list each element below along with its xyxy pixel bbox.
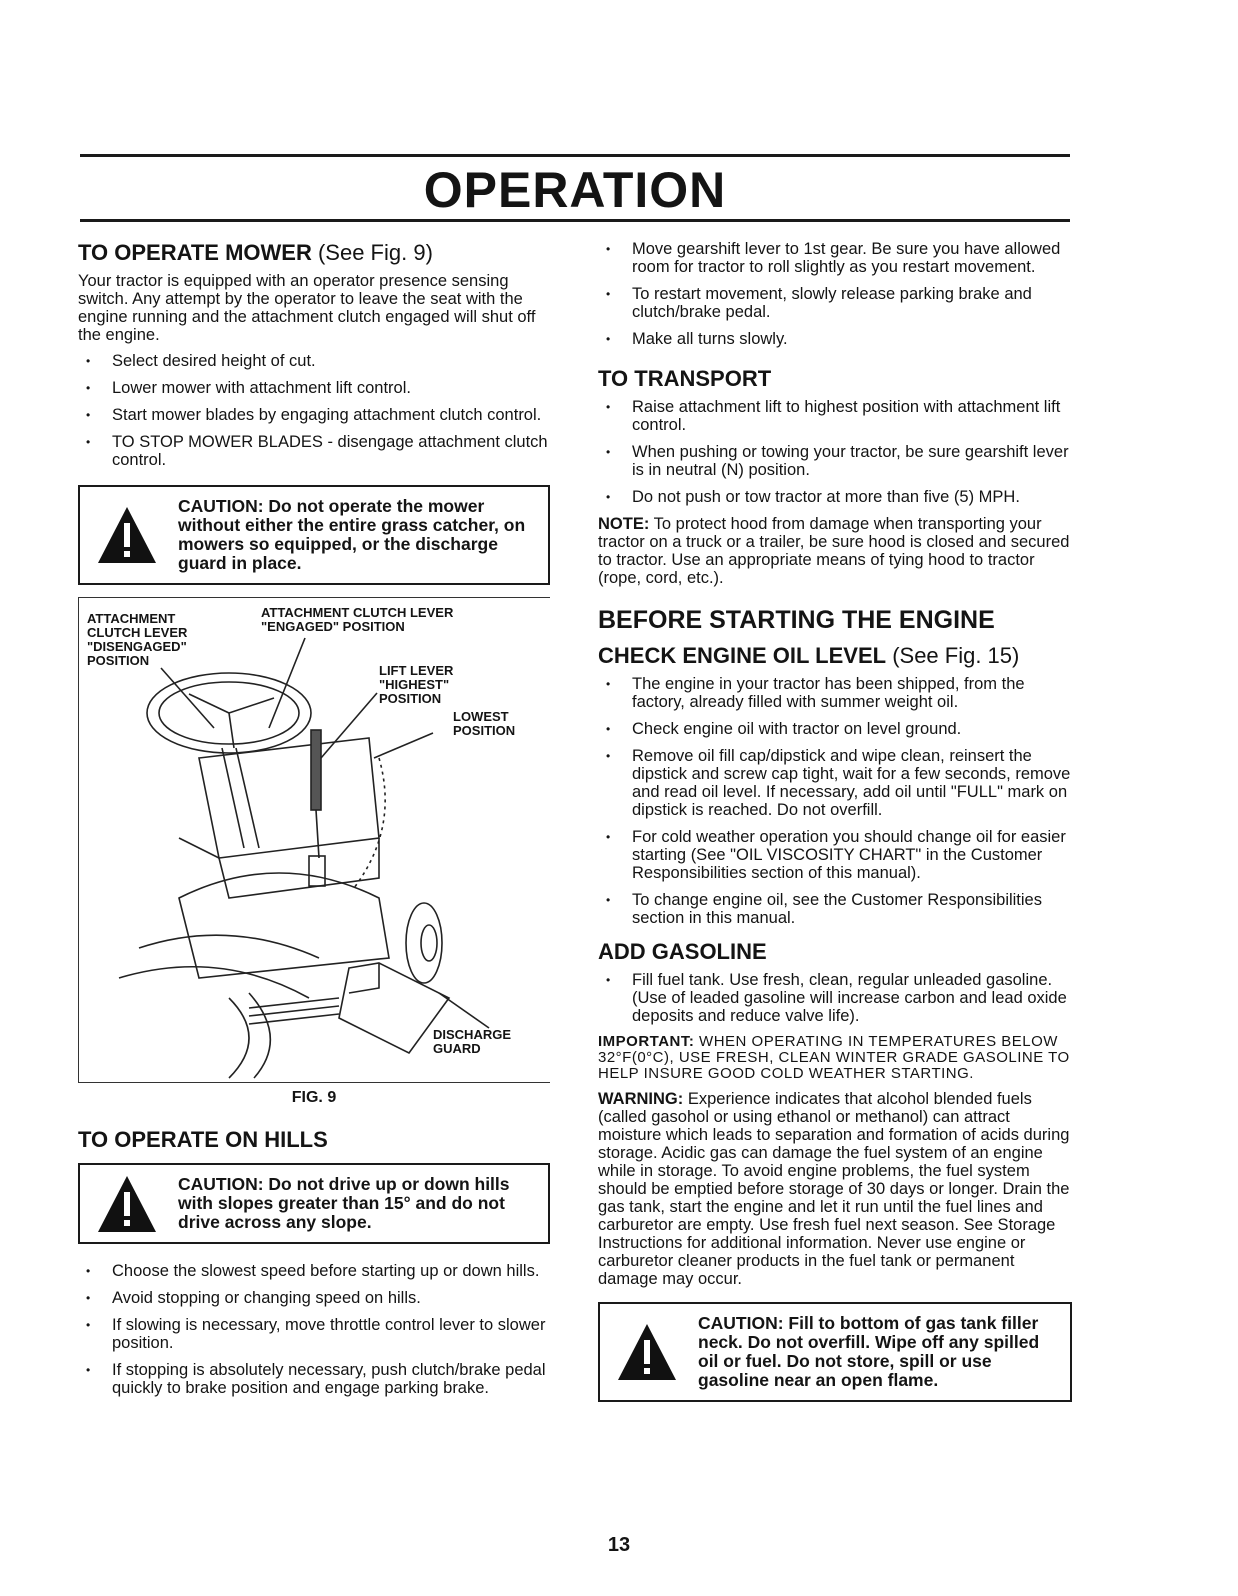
list-item: • To change engine oil, see the Customer Responsibilities section in this manual. [598,891,1072,927]
label-lift-highest: LIFT LEVER "HIGHEST" POSITION [379,663,454,706]
list-item: • The engine in your tractor has been shipped, from the factory, already filled with summer weight oil. [598,675,1072,711]
figure-caption: FIG. 9 [291,1089,337,1106]
list-item: • Select desired height of cut. [78,352,550,370]
hills-steps [78,1262,550,1397]
list-item: • When pushing or towing your tractor, be sure gearshift lever is in neutral (N) position. [598,443,1072,479]
list-item: • Lower mower with attachment lift control. [78,379,550,397]
label-clutch-disengaged: ATTACHMENT CLUTCH LEVER "DISENGAGED" POSITION [87,611,188,668]
oil-heading: CHECK ENGINE OIL LEVEL (See Fig. 15) [598,643,1020,668]
before-starting-heading: BEFORE STARTING THE ENGINE [598,606,995,634]
page-number: 13 [607,1534,631,1556]
transport-heading: TO TRANSPORT [598,366,772,391]
gasoline-heading: ADD GASOLINE [598,939,767,964]
gasoline-steps [598,971,1072,1025]
list-item: • For cold weather operation you should change oil for easier starting (See "OIL VISCOSITY CHART" in the Customer Responsibilities section of this manual). [598,828,1072,882]
mower-intro: Your tractor is equipped with an operator presence sensing switch. Any attempt by the operator to leave the seat with the engine running and the attachment clutch engaged will shut off the engine. [78,272,536,344]
list-item: • Move gearshift lever to 1st gear. Be sure you have allowed room for tractor to roll slightly as you restart movement. [598,240,1072,276]
hills-continued [598,240,1072,348]
list-item: • Fill fuel tank. Use fresh, clean, regular unleaded gasoline. (Use of leaded gasoline will increase carbon and lead oxide deposits and reduce valve life). [598,971,1072,1025]
warning-triangle-icon [616,1322,678,1382]
gasoline-caution-box [598,1302,1072,1402]
page-title: OPERATION [423,162,727,218]
figure-9 [78,597,550,1083]
list-item: • Start mower blades by engaging attachment clutch control. [78,406,550,424]
transport-steps [598,398,1072,506]
oil-steps [598,675,1072,927]
important-note: IMPORTANT: WHEN OPERATING IN TEMPERATURES BELOW 32°F(0°C), USE FRESH, CLEAN WINTER GRADE GASOLINE TO HELP INSURE GOOD COLD WEATHER STARTING. [598,1033,1070,1082]
tractor-illustration [79,598,549,1082]
list-item: • If slowing is necessary, move throttle control lever to slower position. [78,1316,550,1352]
title-rule [80,219,1070,222]
list-item: • Do not push or tow tractor at more than five (5) MPH. [598,488,1072,506]
gasoline-caution-text: CAUTION: Fill to bottom of gas tank filler neck. Do not overfill. Wipe off any spilled oil or fuel. Do not store, spill or use gasoline near an open flame. [698,1313,1040,1390]
label-lowest-position: LOWEST POSITION [453,709,516,738]
label-discharge-guard: DISCHARGE GUARD [433,1027,512,1056]
warning-triangle-icon [96,505,158,565]
label-clutch-engaged: ATTACHMENT CLUTCH LEVER "ENGAGED" POSITION [261,605,454,634]
list-item: • Make all turns slowly. [598,330,1072,348]
mower-caution-box [78,485,550,585]
hills-caution-text: CAUTION: Do not drive up or down hills with slopes greater than 15° and do not drive across any slope. [178,1174,510,1232]
list-item: • To restart movement, slowly release parking brake and clutch/brake pedal. [598,285,1072,321]
mower-heading: TO OPERATE MOWER (See Fig. 9) [78,240,433,265]
top-rule [80,154,1070,157]
left-column [78,240,550,1406]
list-item: • Remove oil fill cap/dipstick and wipe clean, reinsert the dipstick and screw cap tight, wait for a few seconds, remove and read oil level. If necessary, add oil until "FULL" mark on dipstick is reached. Do not overfill. [598,747,1072,819]
list-item: • Check engine oil with tractor on level ground. [598,720,1072,738]
right-column [598,240,1072,1414]
warning-paragraph: WARNING: Experience indicates that alcohol blended fuels (called gasohol or using ethanol or methanol) can attract moisture which leads to separation and formation of acids during storage. Acidic gas can damage the fuel system of an engine while in storage. To avoid engine problems, the fuel system should be emptied before storage of 30 days or longer. Drain the gas tank, start the engine and let it run until the fuel lines and carburetor are empty. Use fresh fuel next season. See Storage Instructions for additional information. Never use engine or carburetor cleaner products in the fuel tank or permanent damage may occur. [598,1090,1070,1288]
warning-triangle-icon [96,1174,158,1234]
list-item: • Choose the slowest speed before starting up or down hills. [78,1262,550,1280]
mower-steps [78,352,550,469]
list-item: • Raise attachment lift to highest position with attachment lift control. [598,398,1072,434]
transport-note: NOTE: To protect hood from damage when transporting your tractor on a truck or a trailer, be sure hood is closed and secured to tractor. Use an appropriate means of tying hood to tractor (rope, cord, etc.). [598,515,1070,587]
list-item: • Avoid stopping or changing speed on hills. [78,1289,550,1307]
hills-heading: TO OPERATE ON HILLS [78,1127,328,1152]
list-item: • TO STOP MOWER BLADES - disengage attachment clutch control. [78,433,550,469]
mower-caution-text: CAUTION: Do not operate the mower without either the entire grass catcher, on mowers so equipped, or the discharge guard in place. [178,496,526,573]
hills-caution-box [78,1163,550,1244]
list-item: • If stopping is absolutely necessary, push clutch/brake pedal quickly to brake position and engage parking brake. [78,1361,550,1397]
